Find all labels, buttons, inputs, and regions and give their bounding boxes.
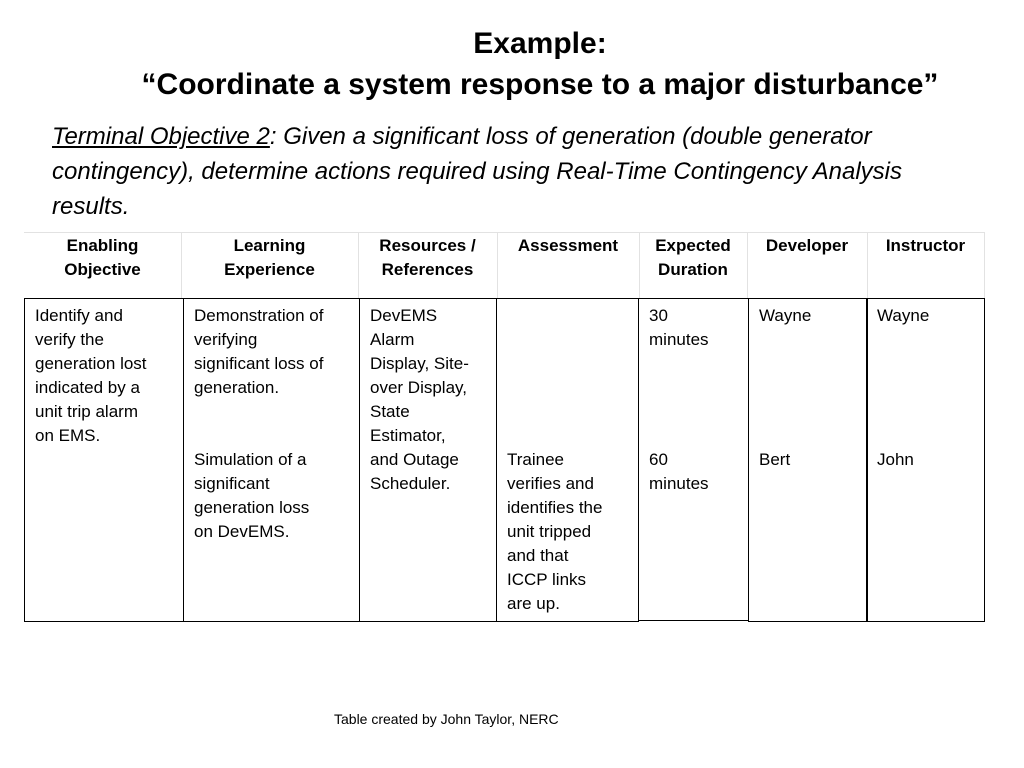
cell-resources (359, 298, 497, 622)
cell-assessment (496, 298, 639, 622)
table-credit: Table created by John Taylor, NERC (334, 711, 559, 727)
developer-2: Bert (759, 450, 791, 469)
cell-enabling-objective (24, 298, 184, 622)
cell-line: Identify and (35, 306, 123, 325)
cell-line: and that (507, 546, 569, 565)
title-line-1: Example: (473, 27, 607, 60)
cell-line: are up. (507, 594, 560, 613)
cell-line: Simulation of a (194, 450, 307, 469)
header-line: Developer (765, 236, 849, 255)
cell-line: on DevEMS. (194, 522, 290, 541)
cell-line: Trainee (507, 450, 565, 469)
cell-expected-duration (638, 298, 749, 621)
header-line: Enabling (66, 236, 139, 255)
cell-line: generation lost (35, 354, 147, 373)
duration-2 (649, 448, 709, 496)
header-enabling-objective (24, 232, 181, 298)
terminal-objective (52, 119, 952, 224)
cell-line: unit trip alarm (35, 402, 138, 421)
header-line: Experience (224, 260, 315, 279)
cell-line: Scheduler. (370, 474, 451, 493)
cell-line: verify the (35, 330, 104, 349)
title-line-2: “Coordinate a system response to a major disturbance” (141, 68, 939, 101)
header-resources (358, 232, 497, 298)
header-expected-duration (639, 232, 747, 298)
assessment-text (507, 448, 602, 616)
cell-line: Display, Site- (370, 354, 469, 373)
instructor-1: Wayne (877, 306, 930, 325)
cell-line: and Outage (370, 450, 459, 469)
cell-line: DevEMS (370, 306, 438, 325)
header-instructor (867, 232, 984, 298)
instructor-2: John (877, 450, 914, 469)
cell-developer (748, 298, 868, 622)
cell-learning-experience (183, 298, 360, 622)
header-learning-experience (181, 232, 358, 298)
learning-experience-1 (194, 304, 359, 400)
cell-line: Estimator, (370, 426, 446, 445)
cell-line: verifies and (507, 474, 594, 493)
cell-line: verifying (194, 330, 258, 349)
duration-1 (649, 304, 748, 352)
header-line: Objective (64, 260, 141, 279)
cell-line: over Display, (370, 378, 467, 397)
cell-instructor (866, 298, 985, 622)
header-line: Expected (655, 236, 731, 255)
terminal-objective-text: : Given a significant loss of generation (double generator contingency), determine actions required using Real-Time Contingency Analysis results. (52, 123, 902, 220)
cell-line: 60 (649, 450, 668, 469)
cell-line: identifies the (507, 498, 603, 517)
cell-line: Alarm (370, 330, 415, 349)
cell-line: significant loss of (194, 354, 324, 373)
cell-line: generation. (194, 378, 280, 397)
cell-line: ICCP links (507, 570, 587, 589)
header-divider-7 (984, 232, 985, 298)
header-line: Learning (233, 236, 306, 255)
cell-line: unit tripped (507, 522, 592, 541)
header-developer (747, 232, 867, 298)
learning-experience-2 (194, 448, 309, 544)
header-line: Resources / (379, 236, 476, 255)
header-line: Duration (658, 260, 728, 279)
cell-line: 30 (649, 306, 668, 325)
cell-line: indicated by a (35, 378, 140, 397)
cell-line: minutes (649, 330, 709, 349)
cell-line: minutes (649, 474, 709, 493)
developer-1: Wayne (759, 306, 812, 325)
header-assessment (497, 232, 639, 298)
header-line: Instructor (885, 236, 966, 255)
cell-line: significant (194, 474, 270, 493)
cell-line: State (370, 402, 410, 421)
header-line: Assessment (517, 236, 619, 255)
cell-line: generation loss (194, 498, 310, 517)
cell-line: Demonstration of (194, 306, 324, 325)
terminal-objective-label: Terminal Objective 2 (52, 123, 270, 150)
header-line: References (381, 260, 474, 279)
cell-line: on EMS. (35, 426, 101, 445)
